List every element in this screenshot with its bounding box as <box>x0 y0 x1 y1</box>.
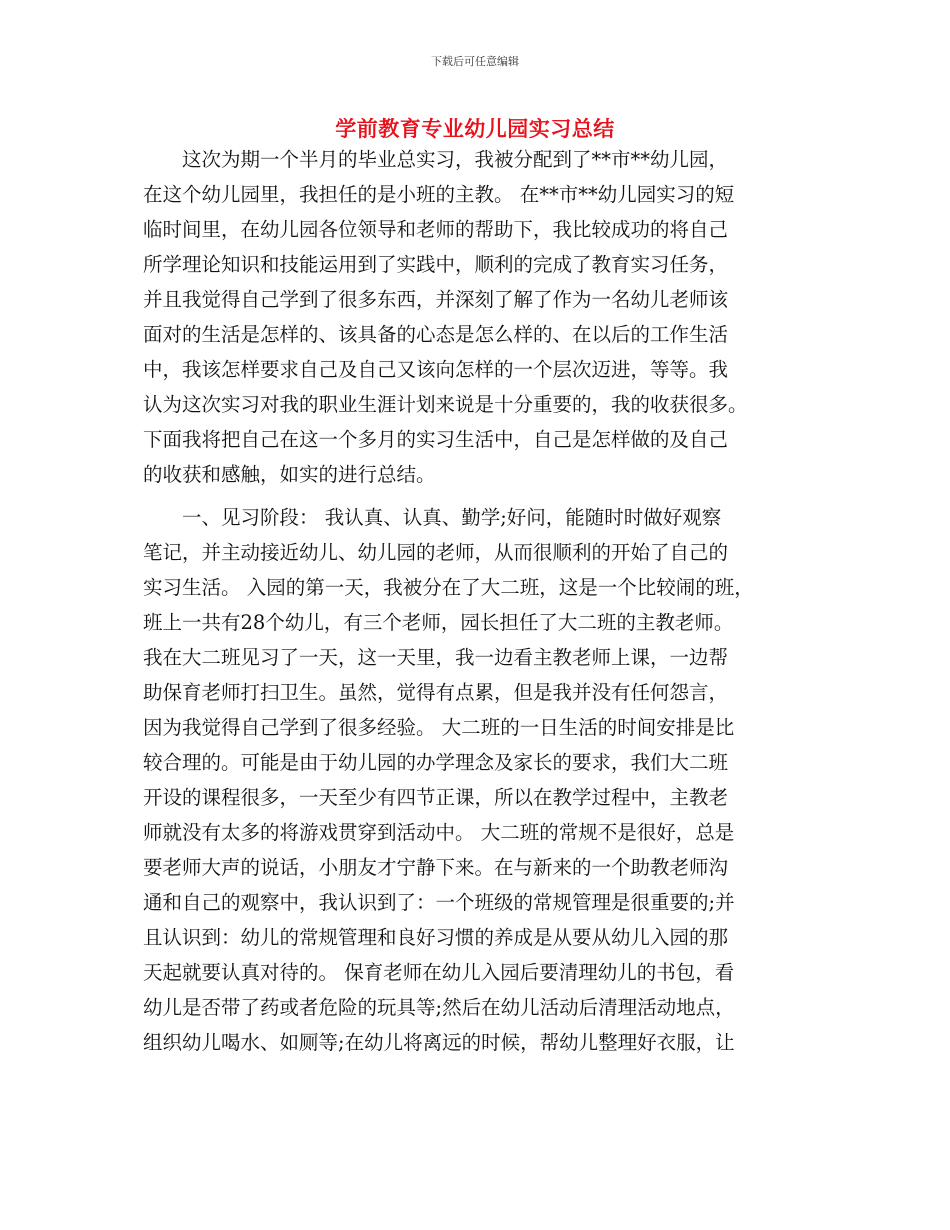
text-line: 这次为期一个半月的毕业总实习，我被分配到了**市**幼儿园， <box>143 148 729 171</box>
document-title: 学前教育专业幼儿园实习总结 <box>335 116 615 141</box>
text-line: 所学理论知识和技能运用到了实践中，顺利的完成了教育实习任务， <box>143 253 729 276</box>
text-line: 并且我觉得自己学到了很多东西，并深刻了解了作为一名幼儿老师该 <box>143 288 729 311</box>
text-line: 且认识到：幼儿的常规管理和良好习惯的养成是从要从幼儿入园的那 <box>143 926 729 949</box>
paragraph-1 <box>143 142 813 492</box>
paragraph-spacer <box>143 492 813 500</box>
text-line: 要老师大声的说话，小朋友才宁静下来。在与新来的一个助教老师沟 <box>143 856 729 879</box>
text-line: 临时间里，在幼儿园各位领导和老师的帮助下，我比较成功的将自己 <box>143 218 729 241</box>
text-line: 下面我将把自己在这一个多月的实习生活中，自己是怎样做的及自己 <box>143 428 729 451</box>
text-line: 我在大二班见习了一天，这一天里，我一边看主教老师上课，一边帮 <box>143 646 729 669</box>
text-line: 开设的课程很多，一天至少有四节正课，所以在教学过程中，主教老 <box>143 786 729 809</box>
text-line: 师就没有太多的将游戏贯穿到活动中。 大二班的常规不是很好，总是 <box>143 821 735 844</box>
document-body <box>143 142 813 1060</box>
text-line: 笔记，并主动接近幼儿、幼儿园的老师，从而很顺利的开始了自己的 <box>143 541 729 564</box>
text-line: 在这个幼儿园里，我担任的是小班的主教。 在**市**幼儿园实习的短 <box>143 183 735 206</box>
text-line: 通和自己的观察中，我认识到了：一个班级的常规管理是很重要的;并 <box>143 891 735 914</box>
paragraph-2 <box>143 500 813 1060</box>
text-line: 实习生活。 入园的第一天，我被分在了大二班，这是一个比较闹的班， <box>143 576 754 599</box>
text-line: 班上一共有28个幼儿，有三个老师，园长担任了大二班的主教老师。 <box>143 611 734 634</box>
text-line: 天起就要认真对待的。 保育老师在幼儿入园后要清理幼儿的书包，看 <box>143 961 735 984</box>
text-line: 认为这次实习对我的职业生涯计划来说是十分重要的，我的收获很多。 <box>143 393 748 416</box>
text-line: 因为我觉得自己学到了很多经验。 大二班的一日生活的时间安排是比 <box>143 716 735 739</box>
text-line: 的收获和感触，如实的进行总结。 <box>143 463 436 486</box>
text-line: 一、见习阶段： 我认真、认真、勤学;好问，能随时时做好观察 <box>143 506 722 529</box>
text-line: 助保育老师打扫卫生。虽然，觉得有点累，但是我并没有任何怨言， <box>143 681 729 704</box>
text-line: 面对的生活是怎样的、该具备的心态是怎么样的、在以后的工作生活 <box>143 323 729 346</box>
text-line: 中，我该怎样要求自己及自己又该向怎样的一个层次迈进，等等。我 <box>143 358 729 381</box>
text-line: 组织幼儿喝水、如厕等;在幼儿将离远的时候，帮幼儿整理好衣服，让 <box>143 1031 735 1054</box>
header-note: 下载后可任意编辑 <box>431 55 519 68</box>
text-line: 幼儿是否带了药或者危险的玩具等;然后在幼儿活动后清理活动地点， <box>143 996 735 1019</box>
text-line: 较合理的。可能是由于幼儿园的办学理念及家长的要求，我们大二班 <box>143 751 729 774</box>
